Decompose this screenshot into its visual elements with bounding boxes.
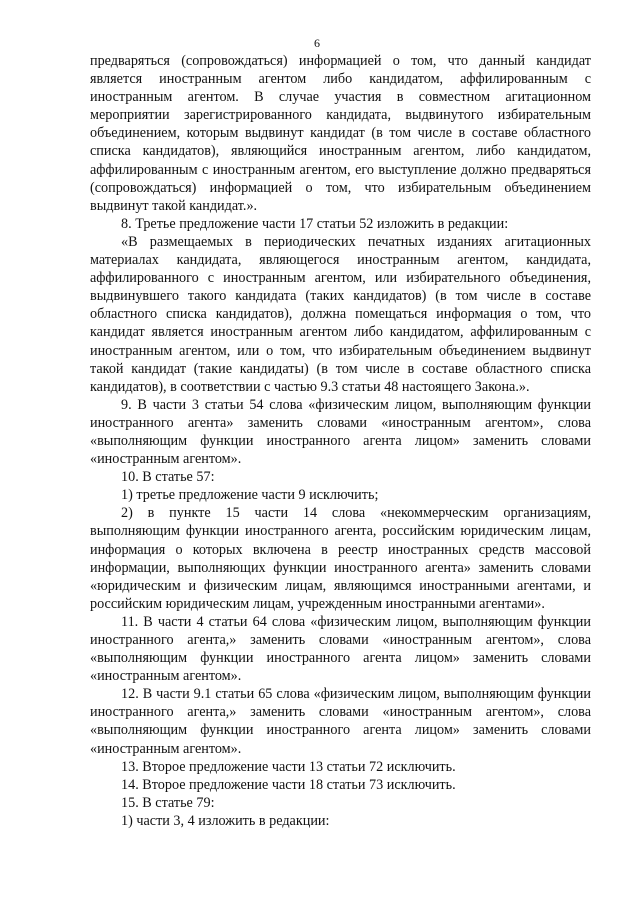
paragraph-item-14: 14. Второе предложение части 18 статьи 73 исключить.: [121, 776, 456, 793]
paragraph-continuation: предваряться (сопровождаться) информацией о том, что данный кандидат является иностранным агентом либо кандидатом, аффилированным с иностранным агентом. В случае участия в совместном агитационном мероприятии зарегистрированного кандидата, выдвинутого избирательным объединением, которым выдвинут кандидат (в том числе в составе областного списка кандидатов), являющийся иностранным агентом, либо кандидатом, аффилированным с иностранным агентом, его выступление должно предваряться (сопровождаться) информацией о том, что избирательным объединением выдвинут такой кандидат.».: [90, 53, 591, 214]
paragraph-quote: «В размещаемых в периодических печатных изданиях агитационных материалах кандидата, являющегося иностранным агентом, кандидата, аффилированного с иностранным агентом, или избирательного объединения, выдвинувшего такого кандидата (таких кандидатов) (в том числе в составе областного списка кандидатов), должна помещаться информация о том, что кандидат является иностранным агентом либо кандидатом, аффилированным с иностранным агентом, или о том, что избирательным объединением выдвинут такой кандидат (такие кандидаты) (в том числе в составе областного списка кандидатов), в соответствии с частью 9.3 статьи 48 настоящего Закона.».: [90, 233, 591, 395]
paragraph-item-10: 10. В статье 57:: [121, 469, 215, 486]
paragraph-item-12: 12. В части 9.1 статьи 65 слова «физическим лицом, выполняющим функции иностранного агента,» заменить словами «иностранным агентом», слова «выполняющим функции иностранного агента лицом» заменить словами «иностранным агентом».: [90, 686, 591, 757]
paragraph-item-13: 13. Второе предложение части 13 статьи 72 исключить.: [121, 758, 456, 775]
document-body: [90, 52, 591, 830]
paragraph-item-15: 15. В статье 79:: [121, 794, 215, 811]
paragraph-item-8: 8. Третье предложение части 17 статьи 52 изложить в редакции:: [121, 215, 509, 232]
paragraph-item-10-1: 1) третье предложение части 9 исключить;: [121, 487, 379, 504]
paragraph-item-15-1: 1) части 3, 4 изложить в редакции:: [121, 812, 330, 829]
paragraph-item-11: 11. В части 4 статьи 64 слова «физическим лицом, выполняющим функции иностранного агента,» заменить словами «иностранным агентом», слова «выполняющим функции иностранного агента лицом» заменить словами «иностранным агентом».: [90, 613, 591, 685]
page-number: 6: [314, 36, 320, 50]
paragraph-item-10-2: 2) в пункте 15 части 14 слова «некоммерческим организациям, выполняющим функции иностранного агента, российским юридическим лицам, информация о которых включена в реестр иностранных средств массовой информации, выполняющих функции иностранного агента» заменить словами «юридическим и физическим лицам, являющимся иностранными агентами, и российским юридическим лицам, учрежденным иностранными агентами».: [90, 505, 591, 612]
paragraph-item-9: 9. В части 3 статьи 54 слова «физическим лицом, выполняющим функции иностранного агента» заменить словами «иностранным агентом», слова «выполняющим функции иностранного агента лицом» заменить словами «иностранным агентом».: [90, 396, 591, 468]
